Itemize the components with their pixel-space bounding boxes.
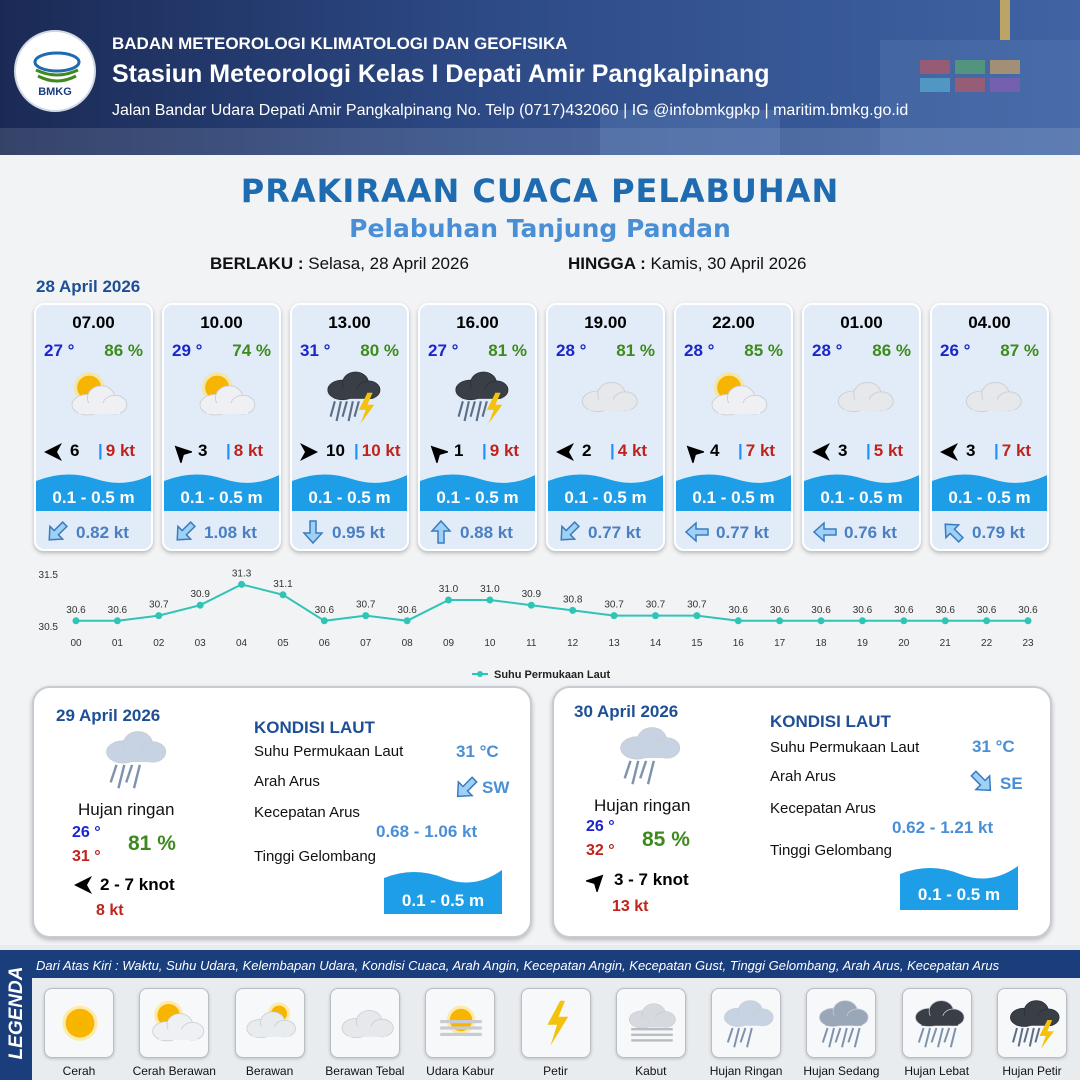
card-gust <box>226 441 263 461</box>
card-wind-speed: 2 <box>582 441 592 460</box>
data-label: 30.7 <box>149 599 169 611</box>
panel-weather: Hujan ringan <box>594 796 691 815</box>
valid-to-value: Kamis, 30 April 2026 <box>650 254 807 273</box>
current-speed-value: 0.68 - 1.06 kt <box>376 822 478 841</box>
card-humidity: 81 % <box>616 341 655 360</box>
x-tick-label: 13 <box>608 638 620 649</box>
x-tick-label: 23 <box>1022 638 1034 649</box>
y-tick-label: 31.5 <box>38 570 58 581</box>
valid-from <box>210 254 469 274</box>
card-temperature: 31 ° <box>300 341 331 360</box>
legend-item <box>235 988 305 1058</box>
data-point <box>652 612 659 619</box>
card-temperature: 27 ° <box>44 341 75 360</box>
cerah-berawan-icon <box>696 367 776 427</box>
data-label: 30.6 <box>728 604 748 616</box>
x-tick-label: 14 <box>649 638 662 649</box>
wind-direction-icon <box>298 441 320 463</box>
legend-label: Suhu Permukaan Laut <box>494 669 611 681</box>
card-humidity: 86 % <box>104 341 143 360</box>
day-panel-30 <box>552 686 1052 938</box>
berawan-tebal-icon <box>952 367 1032 427</box>
data-point <box>238 581 245 588</box>
card-wind <box>36 439 151 463</box>
card-gust <box>354 441 401 461</box>
card-current <box>36 515 151 551</box>
separator: | <box>866 441 871 460</box>
data-label: 30.8 <box>562 594 583 606</box>
legend-item <box>997 988 1067 1058</box>
card-wave-height: 0.1 - 0.5 m <box>948 488 1031 507</box>
panel-tmin: 26 ° <box>72 824 101 841</box>
panel-wind: 3 - 7 knot <box>614 870 689 889</box>
panel-date: 29 April 2026 <box>56 706 161 725</box>
separator: | <box>610 441 615 460</box>
card-current-speed: 0.76 kt <box>844 523 897 542</box>
data-point <box>279 591 286 598</box>
panel-humidity: 85 % <box>642 828 690 851</box>
data-point <box>73 617 80 624</box>
panel-tmax: 31 ° <box>72 848 101 865</box>
x-tick-label: 15 <box>691 638 703 649</box>
card-gust <box>994 441 1031 461</box>
legend-item <box>711 988 781 1058</box>
card-current-speed: 0.95 kt <box>332 523 385 542</box>
card-wind-speed: 3 <box>966 441 976 460</box>
cerah-berawan-icon <box>143 994 207 1054</box>
data-point <box>983 617 990 624</box>
data-point <box>611 612 618 619</box>
current-direction-icon <box>812 519 838 545</box>
kondisi-laut-title: KONDISI LAUT <box>254 718 375 737</box>
legend-item <box>616 988 686 1058</box>
data-label: 30.6 <box>852 604 873 616</box>
current-direction-icon <box>940 519 966 545</box>
card-gust-value: 10 kt <box>361 441 401 460</box>
data-point <box>735 617 742 624</box>
legend-item <box>44 988 114 1058</box>
current-direction-icon <box>452 774 480 802</box>
data-point <box>445 597 452 604</box>
x-tick-label: 06 <box>318 638 330 649</box>
card-current-speed: 0.79 kt <box>972 523 1025 542</box>
separator: | <box>226 441 231 460</box>
card-temperature: 28 ° <box>684 341 715 360</box>
x-tick-label: 08 <box>401 638 413 649</box>
card-gust-value: 4 kt <box>617 441 648 460</box>
current-direction-icon <box>300 519 326 545</box>
card-wind-speed: 1 <box>454 441 464 460</box>
bmkg-logo <box>14 30 96 112</box>
card-time: 01.00 <box>840 313 883 332</box>
card-time: 19.00 <box>584 313 627 332</box>
wind-direction-icon <box>810 441 832 463</box>
card-time: 22.00 <box>712 313 755 332</box>
data-label: 30.6 <box>107 604 128 616</box>
logo-text: BMKG <box>38 86 72 98</box>
data-label: 30.6 <box>397 604 417 616</box>
panel-tmin: 26 ° <box>586 818 615 835</box>
legend-item-label: Hujan Ringan <box>709 1064 783 1078</box>
x-tick-label: 03 <box>194 638 206 649</box>
card-time: 16.00 <box>456 313 499 332</box>
legend-item-label: Cerah <box>62 1064 96 1078</box>
data-point <box>362 612 369 619</box>
legend-description: Dari Atas Kiri : Waktu, Suhu Udara, Kelembapan Udara, Kondisi Cuaca, Arah Angin, Kecepatan Angin, Kecepatan Gust, Tinggi Gelombang, Arah Arus, Kecepatan Arus <box>36 958 1000 973</box>
card-wave-height: 0.1 - 0.5 m <box>180 488 263 507</box>
legend-item-label: Berawan Tebal <box>325 1064 405 1078</box>
card-wave-height: 0.1 - 0.5 m <box>308 488 391 507</box>
current-speed-label: Kecepatan Arus <box>254 804 360 821</box>
card-current <box>420 515 535 551</box>
card-current <box>932 515 1047 551</box>
x-tick-label: 10 <box>484 638 496 649</box>
card-current <box>164 515 279 551</box>
separator: | <box>98 441 103 460</box>
data-label: 30.7 <box>687 599 707 611</box>
panel-gust: 8 kt <box>96 902 124 919</box>
legend-item-label: Berawan <box>245 1064 294 1078</box>
separator: | <box>738 441 743 460</box>
data-label: 31.3 <box>231 568 252 580</box>
legend-item <box>521 988 591 1058</box>
panel-wind: 2 - 7 knot <box>100 875 175 894</box>
sst-chart <box>20 560 1070 685</box>
x-tick-label: 05 <box>277 638 289 649</box>
x-tick-label: 20 <box>898 638 910 649</box>
legend-marker <box>477 671 483 677</box>
data-label: 30.6 <box>1018 604 1038 616</box>
data-label: 31.0 <box>480 584 500 595</box>
card-wind <box>164 439 279 463</box>
data-point <box>693 612 700 619</box>
card-gust-value: 7 kt <box>745 441 776 460</box>
series-line <box>76 584 1028 620</box>
data-label: 30.6 <box>894 604 914 616</box>
data-label: 31.1 <box>273 578 293 590</box>
card-wind <box>804 439 919 463</box>
petir-icon <box>525 994 589 1054</box>
data-point <box>155 612 162 619</box>
data-point <box>942 617 949 624</box>
berawan-tebal-icon <box>824 367 904 427</box>
card-wind-speed: 3 <box>838 441 848 460</box>
card-gust-value: 7 kt <box>1001 441 1032 460</box>
card-gust <box>482 441 519 461</box>
card-humidity: 74 % <box>232 341 271 360</box>
hujan-petir-icon <box>1001 994 1065 1054</box>
card-gust <box>738 441 775 461</box>
separator: | <box>994 441 999 460</box>
x-tick-label: 17 <box>774 638 786 649</box>
data-point <box>114 617 121 624</box>
hujan-sedang-icon <box>810 994 874 1054</box>
x-tick-label: 01 <box>111 638 123 649</box>
data-label: 30.6 <box>769 604 790 616</box>
current-direction-icon <box>172 519 198 545</box>
card-wind <box>420 439 535 463</box>
card-time: 04.00 <box>968 313 1011 332</box>
data-point <box>818 617 825 624</box>
legend-item-label: Hujan Petir <box>1002 1064 1062 1078</box>
card-wind-speed: 6 <box>70 441 80 460</box>
hujan-lebat-icon <box>906 994 970 1054</box>
legend-item-label: Cerah Berawan <box>132 1064 216 1078</box>
data-label: 30.6 <box>935 604 955 616</box>
card-humidity: 80 % <box>360 341 399 360</box>
data-label: 30.6 <box>811 604 831 616</box>
forecast-card <box>34 303 153 551</box>
station-name: Stasiun Meteorologi Kelas I Depati Amir Pangkalpinang <box>112 60 770 88</box>
card-wind-speed: 10 <box>326 441 345 460</box>
page-subtitle: Pelabuhan Tanjung Pandan <box>349 214 731 243</box>
forecast-card <box>930 303 1049 551</box>
card-wave-height: 0.1 - 0.5 m <box>692 488 775 507</box>
current-direction-label: Arah Arus <box>254 773 320 790</box>
current-direction-icon <box>44 519 70 545</box>
current-direction-icon <box>556 519 582 545</box>
card-humidity: 85 % <box>744 341 783 360</box>
wave-label: Tinggi Gelombang <box>770 842 893 859</box>
data-point <box>569 607 576 614</box>
current-direction-value: SE <box>1000 774 1023 793</box>
current-speed-label: Kecepatan Arus <box>770 800 876 817</box>
card-temperature: 28 ° <box>556 341 587 360</box>
card-current <box>804 515 919 551</box>
x-tick-label: 18 <box>815 638 827 649</box>
hujan-ringan-icon <box>608 722 688 790</box>
wind-direction-icon <box>938 441 960 463</box>
current-direction-icon <box>684 519 710 545</box>
card-current <box>676 515 791 551</box>
x-tick-label: 07 <box>360 638 372 649</box>
card-current-speed: 1.08 kt <box>204 523 257 542</box>
card-time: 13.00 <box>328 313 371 332</box>
y-tick-label: 30.5 <box>38 622 58 633</box>
legend-item <box>330 988 400 1058</box>
card-time: 10.00 <box>200 313 243 332</box>
x-tick-label: 12 <box>567 638 579 649</box>
card-current-speed: 0.77 kt <box>716 523 769 542</box>
data-label: 31.0 <box>438 584 459 595</box>
card-wind <box>292 439 407 463</box>
x-tick-label: 00 <box>70 638 82 649</box>
card-gust-value: 9 kt <box>489 441 520 460</box>
card-wind-speed: 4 <box>710 441 720 460</box>
data-point <box>859 617 866 624</box>
hujan-petir-icon <box>440 367 520 427</box>
org-name: BADAN METEOROLOGI KLIMATOLOGI DAN GEOFISIKA <box>112 34 568 53</box>
cerah-icon <box>48 994 112 1054</box>
current-direction-icon <box>428 519 454 545</box>
card-current <box>292 515 407 551</box>
legend-item-label: Hujan Sedang <box>803 1064 880 1078</box>
legend-item-label: Udara Kabur <box>426 1064 495 1078</box>
day-panel-29 <box>32 686 532 938</box>
x-tick-label: 04 <box>236 638 248 649</box>
card-wave-height: 0.1 - 0.5 m <box>436 488 519 507</box>
sst-value: 31 °C <box>456 742 499 761</box>
card-gust <box>866 441 903 461</box>
current-direction-icon <box>968 768 996 796</box>
legend-item <box>806 988 876 1058</box>
wind-direction-icon <box>682 441 704 463</box>
card-temperature: 29 ° <box>172 341 203 360</box>
forecast-card <box>418 303 537 551</box>
data-point <box>528 602 535 609</box>
berawan-icon <box>239 994 303 1054</box>
wind-direction-icon <box>72 874 94 896</box>
valid-from-value: Selasa, 28 April 2026 <box>308 254 469 273</box>
legend-item <box>902 988 972 1058</box>
x-tick-label: 11 <box>526 638 537 649</box>
legend-item-label: Kabut <box>635 1064 667 1078</box>
x-tick-label: 16 <box>732 638 744 649</box>
data-label: 30.6 <box>976 604 997 616</box>
card-wind <box>548 439 663 463</box>
sst-label: Suhu Permukaan Laut <box>770 739 920 756</box>
card-gust-value: 9 kt <box>105 441 136 460</box>
card-humidity: 86 % <box>872 341 911 360</box>
card-current-speed: 0.77 kt <box>588 523 641 542</box>
card-gust <box>610 441 647 461</box>
data-point <box>486 597 493 604</box>
wave-value: 0.1 - 0.5 m <box>401 891 485 910</box>
hujan-ringan-icon <box>715 994 779 1054</box>
legend-title: LEGENDA <box>6 966 27 1060</box>
x-tick-label: 21 <box>939 638 951 649</box>
legend-item-label: Petir <box>543 1064 568 1078</box>
data-label: 30.6 <box>314 604 335 616</box>
wind-direction-icon <box>554 441 576 463</box>
forecast-card <box>162 303 281 551</box>
legend-side <box>0 950 32 1080</box>
cerah-berawan-icon <box>184 367 264 427</box>
card-temperature: 26 ° <box>940 341 971 360</box>
data-point <box>197 602 204 609</box>
forecast-card <box>546 303 665 551</box>
station-address: Jalan Bandar Udara Depati Amir Pangkalpinang No. Telp (0717)432060 | IG @infobmkgpkp | maritim.bmkg.go.id <box>112 102 909 119</box>
card-current <box>548 515 663 551</box>
separator: | <box>482 441 487 460</box>
page-title: PRAKIRAAN CUACA PELABUHAN <box>240 172 840 210</box>
cerah-berawan-icon <box>56 367 136 427</box>
wind-direction-icon <box>42 441 64 463</box>
kondisi-laut-title: KONDISI LAUT <box>770 712 891 731</box>
wind-direction-icon <box>170 441 192 463</box>
card-current-speed: 0.82 kt <box>76 523 129 542</box>
legend-item <box>139 988 209 1058</box>
current-direction-label: Arah Arus <box>770 768 836 785</box>
wind-direction-icon <box>586 870 608 892</box>
wave-label: Tinggi Gelombang <box>254 848 377 865</box>
x-tick-label: 19 <box>856 638 868 649</box>
hujan-ringan-icon <box>94 726 174 794</box>
berawan-tebal-icon <box>334 994 398 1054</box>
card-gust-value: 8 kt <box>233 441 264 460</box>
card-temperature: 28 ° <box>812 341 843 360</box>
sst-value: 31 °C <box>972 737 1015 756</box>
forecast-card <box>674 303 793 551</box>
data-point <box>404 617 411 624</box>
kabut-icon <box>620 994 684 1054</box>
hujan-petir-icon <box>312 367 392 427</box>
current-speed-value: 0.62 - 1.21 kt <box>892 818 994 837</box>
forecast-card <box>290 303 409 551</box>
card-current-speed: 0.88 kt <box>460 523 513 542</box>
card-time: 07.00 <box>72 313 115 332</box>
card-wave-height: 0.1 - 0.5 m <box>564 488 647 507</box>
card-gust <box>98 441 135 461</box>
x-tick-label: 22 <box>981 638 993 649</box>
sst-label: Suhu Permukaan Laut <box>254 743 404 760</box>
udara-kabur-icon <box>429 994 493 1054</box>
card-humidity: 81 % <box>488 341 527 360</box>
card-wave-height: 0.1 - 0.5 m <box>52 488 135 507</box>
x-tick-label: 02 <box>153 638 165 649</box>
card-wind <box>932 439 1047 463</box>
day1-date: 28 April 2026 <box>36 277 141 296</box>
card-wave-height: 0.1 - 0.5 m <box>820 488 903 507</box>
data-label: 30.9 <box>190 589 210 601</box>
forecast-card <box>802 303 921 551</box>
panel-humidity: 81 % <box>128 832 176 855</box>
data-label: 30.7 <box>645 599 666 611</box>
berawan-tebal-icon <box>568 367 648 427</box>
card-temperature: 27 ° <box>428 341 459 360</box>
wave-value: 0.1 - 0.5 m <box>917 885 1001 904</box>
data-label: 30.6 <box>66 604 86 616</box>
card-humidity: 87 % <box>1000 341 1039 360</box>
separator: | <box>354 441 359 460</box>
data-label: 30.9 <box>521 589 542 601</box>
valid-from-label: BERLAKU : <box>210 254 304 273</box>
wind-direction-icon <box>426 441 448 463</box>
data-label: 30.7 <box>604 599 624 611</box>
valid-to-label: HINGGA : <box>568 254 646 273</box>
data-point <box>321 617 328 624</box>
data-point <box>900 617 907 624</box>
card-wind <box>676 439 791 463</box>
legend-item-label: Hujan Lebat <box>904 1064 970 1078</box>
current-direction-value: SW <box>482 778 510 797</box>
data-label: 30.7 <box>356 599 376 611</box>
card-wind-speed: 3 <box>198 441 208 460</box>
data-point <box>1025 617 1032 624</box>
panel-tmax: 32 ° <box>586 842 615 859</box>
valid-to <box>568 254 806 274</box>
panel-date: 30 April 2026 <box>574 702 679 721</box>
card-gust-value: 5 kt <box>873 441 904 460</box>
panel-gust: 13 kt <box>612 898 649 915</box>
header-banner <box>0 0 1080 155</box>
data-point <box>776 617 783 624</box>
legend-item <box>425 988 495 1058</box>
x-tick-label: 09 <box>442 638 455 649</box>
panel-weather: Hujan ringan <box>78 800 175 819</box>
